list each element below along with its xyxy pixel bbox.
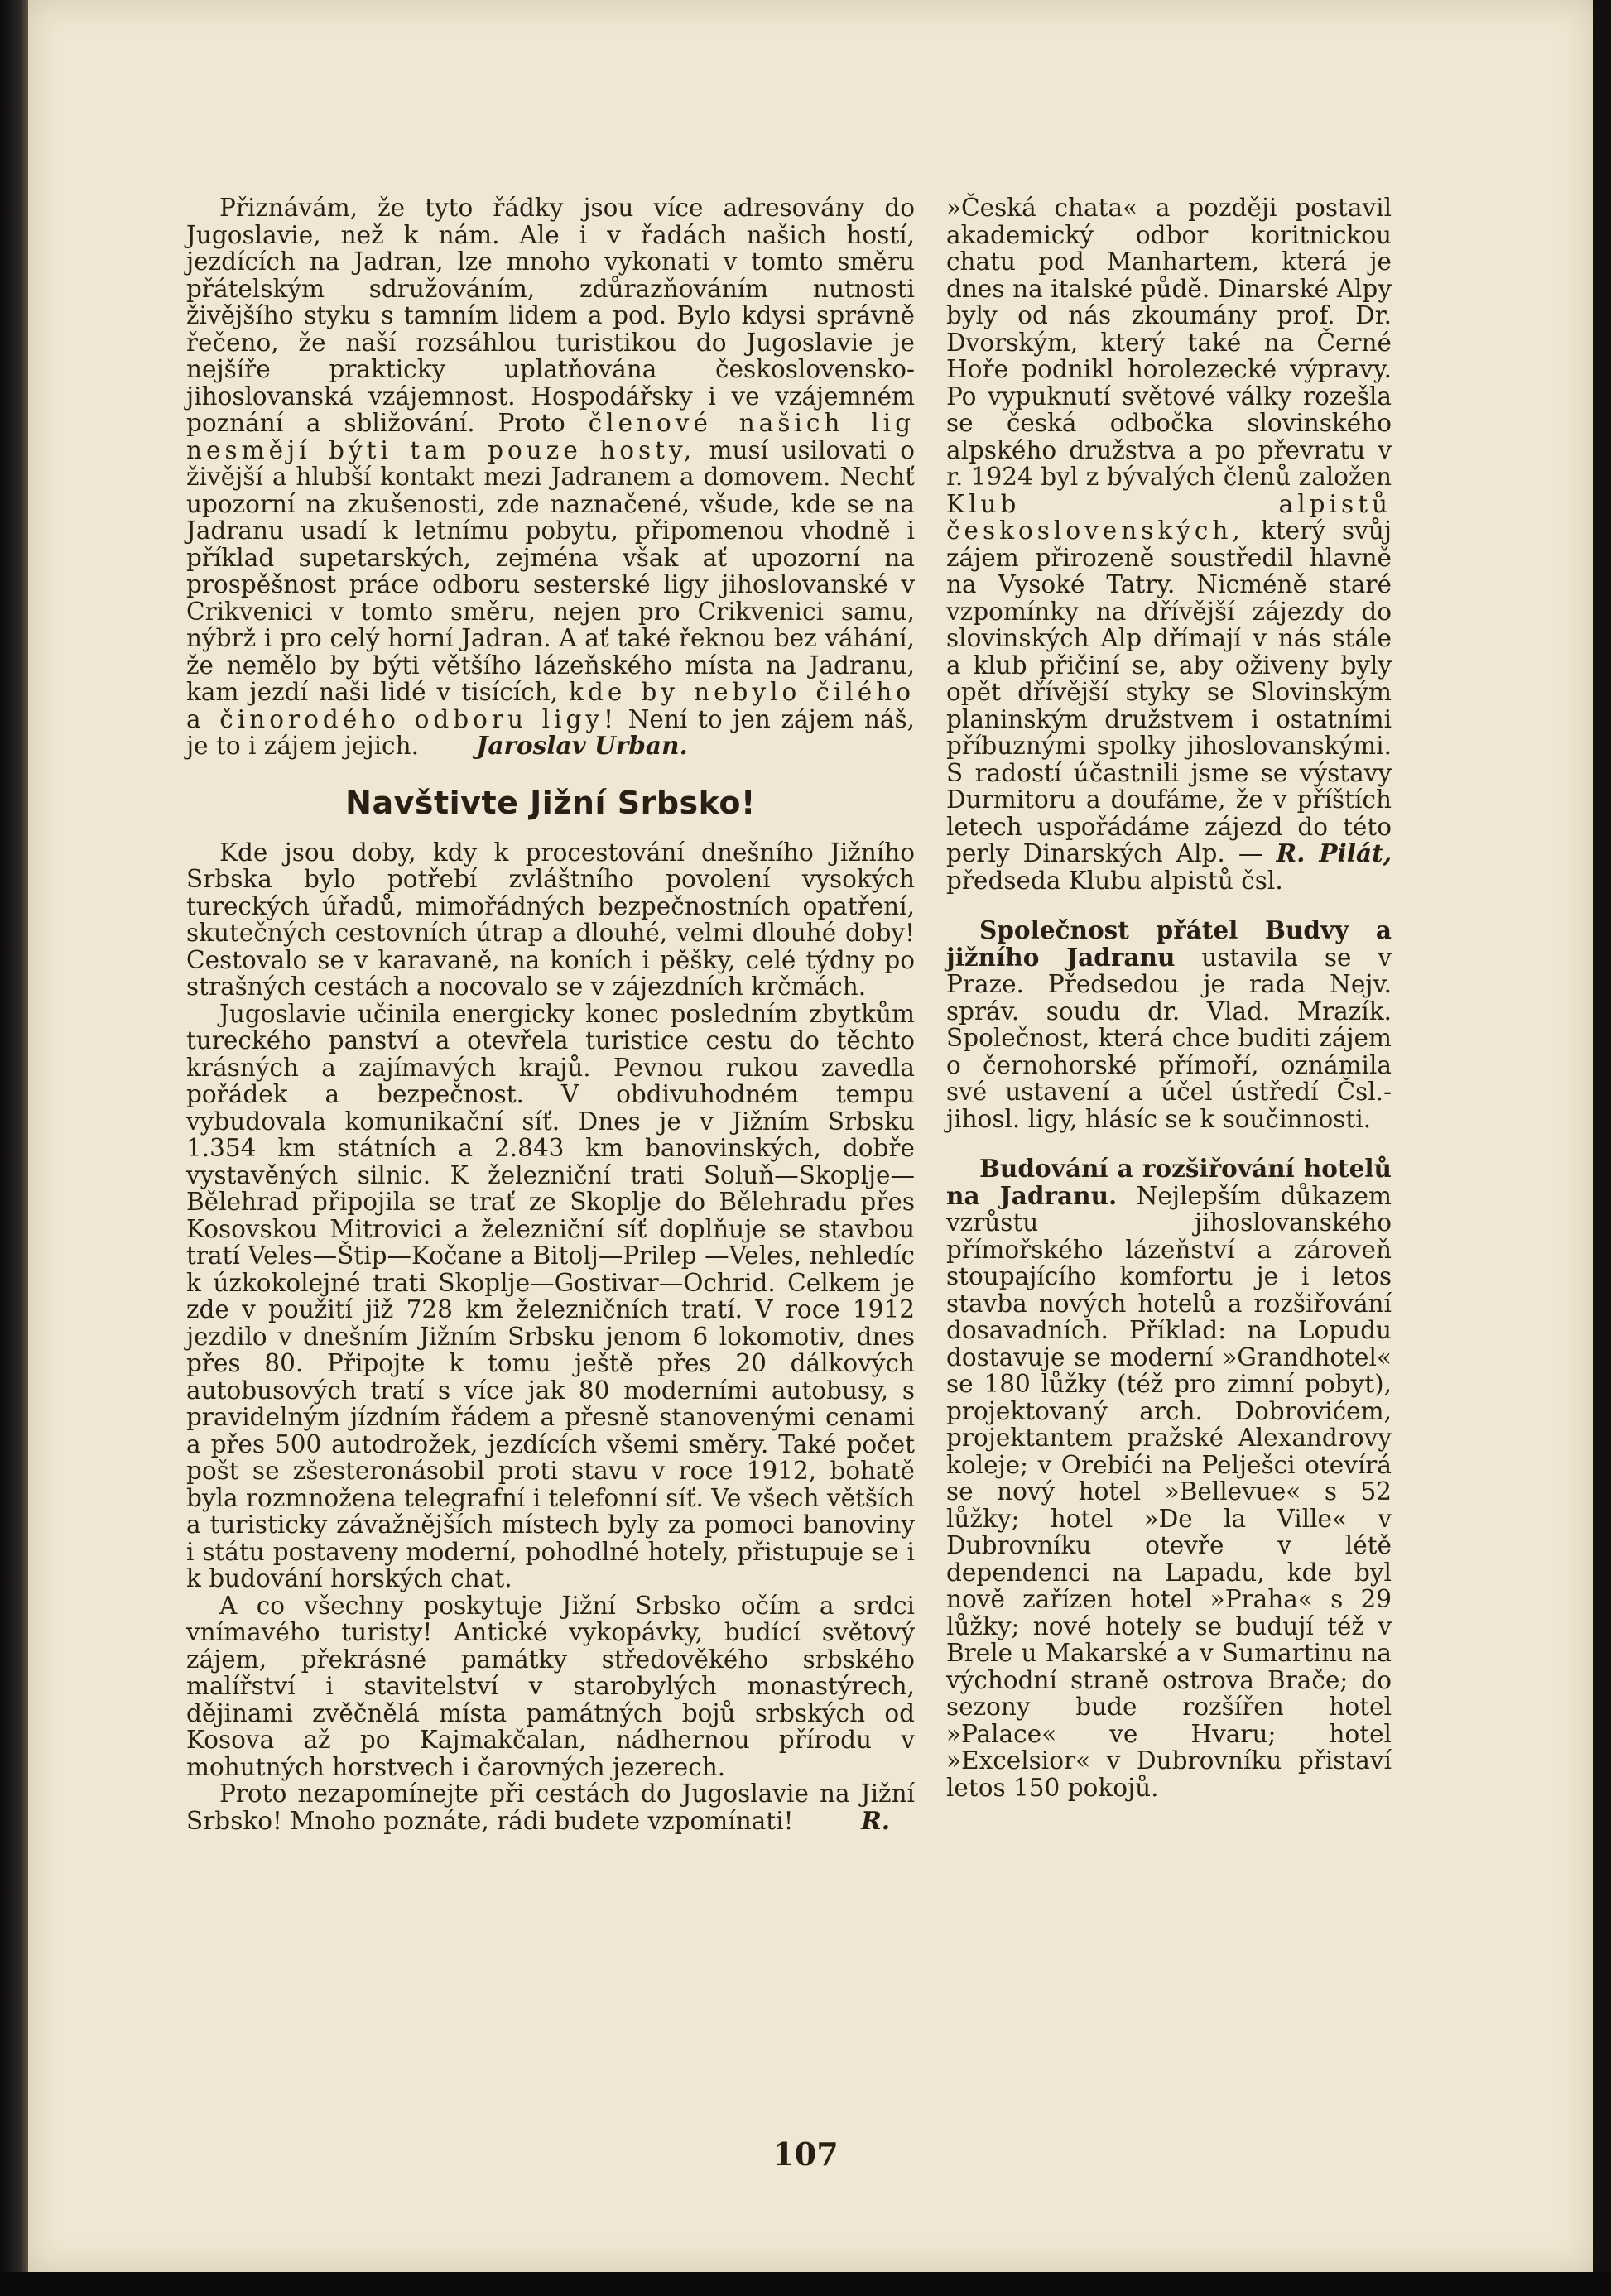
right-column	[946, 195, 1392, 1801]
alpine-club-text: »Česká chata« a později postavil akademický odbor koritnickou chatu pod Manhartem, která je dnes na italské půdě. Dinarské Alpy byly od nás zkoumány prof. Dr. Dvorským, který také na Černé Hoře podnikl horolezecké výpravy. Po vypuknutí světové války rozešla se česká odbočka slovinského alpského družstva a po převratu v r. 1924 byl z bývalých členů založen	[946, 194, 1392, 491]
alpine-club-paragraph	[946, 195, 1392, 894]
intro-spaced-text-2: kde by nebylo čilého a činorodého odboru ligy!	[186, 678, 915, 733]
intro-continuation: musí usilovati o živější a hlubší kontakt mezi Jadranem a domovem. Nechť upozorní na zkušenosti, zde naznačené, všude, kde se na Jadranu usadí k letnímu pobytu, připomenou vhodně i příklad supetarských, zejména však ať upozorní na prospěšnost práce odboru sesterské ligy jihoslovanské v Crikvenici v tomto směru, nejen pro Crikvenici samu, nýbrž i pro celý horní Jadran. A ať také řeknou bez váhání, že nemělo by býti většího lázeňského místa na Jadranu, kam jezdí naši lidé v tisících,	[186, 435, 915, 706]
alpine-club-end: předseda Klubu alpistů čsl.	[946, 866, 1283, 895]
hotels-paragraph	[946, 1155, 1392, 1801]
budva-society-title: Společnost přátel Budvy a jižního Jadranu	[946, 915, 1392, 972]
book-spine-shadow	[0, 0, 28, 2296]
budva-society-text: ustavila se v Praze. Předsedou je rada Nejv. správ. soudu dr. Vlad. Mrazík. Společnost, která chce buditi zájem o černohorské přímoří, oznámila své ustavení a účel ústředí Čsl.-jihosl. ligy, hlásíc se k součinnosti.	[946, 943, 1392, 1133]
hotels-text: Nejlepším důkazem vzrůstu jihoslovanského přímořského lázeňství a zároveň stoupajícího komfortu je i letos stavba nových hotelů a rozšiřování dosavadních. Příklad: na Lopudu dostavuje se moderní »Grandhotel« se 180 lůžky (též pro zimní pobyt), projektovaný arch. Dobrovićem, projektantem pražské Alexandrovy koleje; v Orebići na Pelješci otevírá se nový hotel »Bellevue« s 52 lůžky; hotel »De la Ville« v Dubrovníku otevře v létě dependenci na Lapadu, kde byl nově zařízen hotel »Praha« s 29 lůžky; nové hotely se budují též v Brele u Makarské a v Sumartinu na východní straně ostrova Brače; do sezony bude rozšířen hotel »Palace« ve Hvaru; hotel »Excelsior« v Dubrovníku přistaví letos 150 pokojů.	[946, 1181, 1392, 1802]
alpine-club-text-cont: který svůj zájem přirozeně soustředil hlavně na Vysoké Tatry. Nicméně staré vzpomínky na dřívější zájezdy do slovinských Alp dřímají v nás stále a klub přičiní se, aby oživeny byly opět dřívější styky se Slovinským planinským družstvem i ostatními příbuznými spolky jihoslovanskými. S radostí účastnili jsme se výstavy Durmitoru a doufáme, že v příštích letech uspořádáme zájezd do této perly Dinarských Alp. —	[946, 516, 1392, 867]
intro-spaced-text-1: členové našich lig nesmějí býti tam pouze hosty,	[186, 409, 915, 464]
article-paragraph-4-text: Proto nezapomínejte při cestách do Jugoslavie na Jižní Srbsko! Mnoho poznáte, rádi budete vzpomínati!	[186, 1780, 915, 1835]
article-paragraph-4	[186, 1780, 915, 1834]
article-signature: R.	[861, 1805, 890, 1835]
alpine-club-name-spaced: Klub alpistů československých,	[946, 489, 1392, 545]
intro-author: Jaroslav Urban.	[476, 731, 688, 760]
page-number: 107	[772, 2135, 839, 2173]
intro-paragraph	[186, 195, 915, 760]
hotels-title: Budování a rozšiřování hotelů na Jadranu.	[946, 1154, 1392, 1210]
article-paragraph-3: A co všechny poskytuje Jižní Srbsko očím a srdci vnímavého turisty! Antické vykopávky, budící světový zájem, překrásné památky středověkého srbského malířství i stavitelství v starobylých monastýrech, dějinami zvěčnělá místa památných bojů srbských od Kosova až po Kajmakčalan, nádhernou přírodu v mohutných horstvech i čarovných jezerech.	[186, 1591, 915, 1781]
article-heading: Navštivte Jižní Srbsko!	[345, 784, 756, 821]
alpine-club-author: R. Pilát,	[1276, 838, 1392, 867]
budva-society-paragraph	[946, 917, 1392, 1132]
article-paragraph-1: Kde jsou doby, kdy k procestování dnešního Jižního Srbska bylo potřebí zvláštního povolení vysokých tureckých úřadů, mimořádných bezpečnostních opatření, skutečných cestovních útrap a dlouhé, velmi dlouhé doby! Cestovalo se v karavaně, na koních i pěšky, celé týdny po strašných cestách a nocovalo se v zájezdních krčmách.	[186, 838, 915, 1001]
article-paragraph-2: Jugoslavie učinila energicky konec posledním zbytkům tureckého panství a otevřela turistice cestu do těchto krásných a zajímavých krajů. Pevnou rukou zavedla pořádek a bezpečnost. V obdivuhodném tempu vybudovala komunikační síť. Dnes je v Jižním Srbsku 1.354 km státních a 2.843 km banovinských, dobře vystavěných silnic. K železniční trati Soluň—Skoplje—Bělehrad připojila se trať ze Skoplje do Bělehradu přes Kosovskou Mitrovici a železniční síť doplňuje se stavbou tratí Veles—Štip—Kočane a Bitolj—Prilep —Veles, nehledíc k úzkokolejné trati Skoplje—Gostivar—Ochrid. Celkem je zde v použití již 728 km železničních tratí. V roce 1912 jezdilo v dnešním Jižním Srbsku jenom 6 lokomotiv, dnes přes 80. Připojte k tomu ještě přes 20 dálkových autobusových tratí s více jak 80 moderními autobusy, s pravidelným jízdním řádem a přesně stanovenými cenami a přes 500 autodrožek, jezdících všemi směry. Také počet pošt se zšesteronásobil proti stavu v roce 1912, bohatě byla rozmnožena telegrafní i telefonní síť. Ve všech větších a turisticky závažnějších místech byly za pomoci banoviny i státu postaveny moderní, pohodlné hotely, přistupuje se i k budování horských chat.	[186, 999, 915, 1592]
intro-end: Není to jen zájem náš, je to i zájem jejich.	[186, 704, 915, 760]
left-column	[186, 195, 915, 1834]
page-bottom-edge	[0, 2272, 1611, 2296]
intro-text: Přiznávám, že tyto řádky jsou více adresovány do Jugoslavie, než k nám. Ale i v řadách našich hostí, jezdících na Jadran, lze mnoho vykonati v tomto směru přátelským sdružováním, zdůrazňováním nutnosti živějšího styku s tamním lidem a pod. Bylo kdysi správně řečeno, že naší rozsáhlou turistikou do Jugoslavie je nejšíře prakticky uplatňována československo-jihoslovanská vzájemnost. Hospodářsky i ve vzájemném poznání a sbližování. Proto	[186, 194, 915, 437]
